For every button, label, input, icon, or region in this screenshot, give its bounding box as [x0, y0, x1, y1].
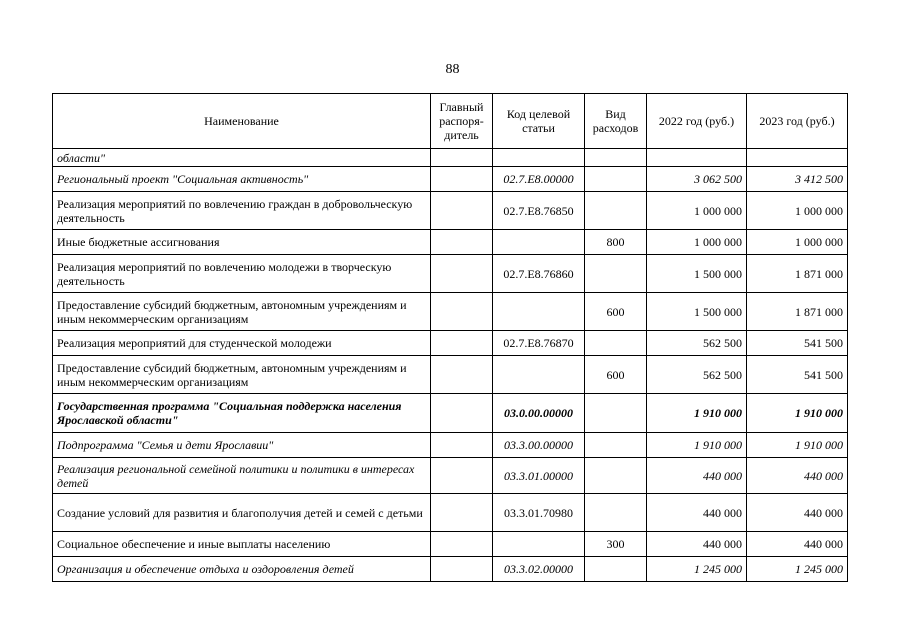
row-amount-2023: 1 000 000 [747, 192, 848, 230]
row-amount-2023: 440 000 [747, 532, 848, 557]
row-amount-2023: 1 871 000 [747, 293, 848, 331]
row-amount-2023: 440 000 [747, 458, 848, 494]
row-manager [431, 230, 493, 255]
row-name: Организация и обеспечение отдыха и оздоровления детей [53, 557, 431, 582]
row-amount-2022: 1 245 000 [647, 557, 747, 582]
table-row [53, 230, 848, 255]
budget-table [52, 93, 848, 582]
table-row [53, 494, 848, 532]
row-amount-2022: 440 000 [647, 494, 747, 532]
row-manager [431, 192, 493, 230]
row-amount-2022 [647, 149, 747, 167]
row-code: 03.3.01.70980 [493, 494, 585, 532]
row-code: 03.3.02.00000 [493, 557, 585, 582]
row-manager [431, 494, 493, 532]
table-row [53, 532, 848, 557]
row-name: Реализация мероприятий по вовлечению граждан в добровольческую деятельность [53, 192, 431, 230]
row-amount-2023: 1 000 000 [747, 230, 848, 255]
row-kind [585, 394, 647, 433]
row-kind [585, 557, 647, 582]
row-name: Создание условий для развития и благополучия детей и семей с детьми [53, 494, 431, 532]
row-name: Реализация мероприятий для студенческой молодежи [53, 331, 431, 356]
row-kind [585, 149, 647, 167]
table-row [53, 255, 848, 293]
row-name: Иные бюджетные ассигнования [53, 230, 431, 255]
row-name: Реализация мероприятий по вовлечению молодежи в творческую деятельность [53, 255, 431, 293]
row-kind: 800 [585, 230, 647, 255]
table-row [53, 458, 848, 494]
row-manager [431, 331, 493, 356]
row-code: 02.7.Е8.76860 [493, 255, 585, 293]
table-row [53, 293, 848, 331]
row-manager [431, 532, 493, 557]
row-manager [431, 149, 493, 167]
table-row [53, 167, 848, 192]
row-manager [431, 167, 493, 192]
row-amount-2023: 1 910 000 [747, 433, 848, 458]
table-row [53, 331, 848, 356]
row-name: Реализация региональной семейной политики и политики в интересах детей [53, 458, 431, 494]
row-kind: 600 [585, 356, 647, 394]
row-name: Предоставление субсидий бюджетным, автономным учреждениям и иным некоммерческим организациям [53, 293, 431, 331]
row-kind [585, 433, 647, 458]
header-2022: 2022 год (руб.) [647, 94, 747, 149]
row-name: Региональный проект "Социальная активность" [53, 167, 431, 192]
row-kind [585, 458, 647, 494]
row-name: Подпрограмма "Семья и дети Ярославии" [53, 433, 431, 458]
table-row [53, 433, 848, 458]
row-code [493, 356, 585, 394]
row-amount-2023 [747, 149, 848, 167]
header-manager: Главный распоря-дитель [431, 94, 493, 149]
row-amount-2022: 1 500 000 [647, 255, 747, 293]
row-manager [431, 458, 493, 494]
row-kind [585, 192, 647, 230]
row-kind [585, 331, 647, 356]
row-code: 02.7.Е8.76870 [493, 331, 585, 356]
table-row [53, 356, 848, 394]
row-kind [585, 494, 647, 532]
row-amount-2022: 3 062 500 [647, 167, 747, 192]
row-manager [431, 557, 493, 582]
row-name: Социальное обеспечение и иные выплаты населению [53, 532, 431, 557]
row-kind [585, 167, 647, 192]
row-name: области" [53, 149, 431, 167]
row-amount-2022: 1 910 000 [647, 394, 747, 433]
header-2023: 2023 год (руб.) [747, 94, 848, 149]
row-code: 02.7.Е8.76850 [493, 192, 585, 230]
row-code: 03.3.01.00000 [493, 458, 585, 494]
row-code [493, 532, 585, 557]
row-manager [431, 394, 493, 433]
header-kind: Вид расходов [585, 94, 647, 149]
row-code [493, 293, 585, 331]
row-amount-2022: 1 000 000 [647, 192, 747, 230]
header-name: Наименование [53, 94, 431, 149]
row-amount-2023: 1 910 000 [747, 394, 848, 433]
row-amount-2022: 1 500 000 [647, 293, 747, 331]
row-kind: 300 [585, 532, 647, 557]
row-amount-2023: 3 412 500 [747, 167, 848, 192]
row-amount-2022: 1 910 000 [647, 433, 747, 458]
row-name: Предоставление субсидий бюджетным, автономным учреждениям и иным некоммерческим организациям [53, 356, 431, 394]
table-row [53, 394, 848, 433]
row-manager [431, 433, 493, 458]
table-row [53, 149, 848, 167]
table-row [53, 557, 848, 582]
row-amount-2023: 440 000 [747, 494, 848, 532]
row-manager [431, 356, 493, 394]
row-manager [431, 293, 493, 331]
row-code [493, 230, 585, 255]
row-amount-2022: 562 500 [647, 331, 747, 356]
table-header-row [53, 94, 848, 149]
row-manager [431, 255, 493, 293]
row-code [493, 149, 585, 167]
row-amount-2022: 440 000 [647, 458, 747, 494]
row-code: 03.3.00.00000 [493, 433, 585, 458]
row-code: 02.7.Е8.00000 [493, 167, 585, 192]
row-name: Государственная программа "Социальная поддержка населения Ярославской области" [53, 394, 431, 433]
row-kind: 600 [585, 293, 647, 331]
row-amount-2022: 1 000 000 [647, 230, 747, 255]
row-amount-2023: 541 500 [747, 356, 848, 394]
row-code: 03.0.00.00000 [493, 394, 585, 433]
row-amount-2023: 1 871 000 [747, 255, 848, 293]
row-amount-2023: 1 245 000 [747, 557, 848, 582]
row-amount-2022: 440 000 [647, 532, 747, 557]
row-amount-2022: 562 500 [647, 356, 747, 394]
page-number: 88 [445, 62, 460, 77]
header-code: Код целевой статьи [493, 94, 585, 149]
row-kind [585, 255, 647, 293]
table-row [53, 192, 848, 230]
row-amount-2023: 541 500 [747, 331, 848, 356]
